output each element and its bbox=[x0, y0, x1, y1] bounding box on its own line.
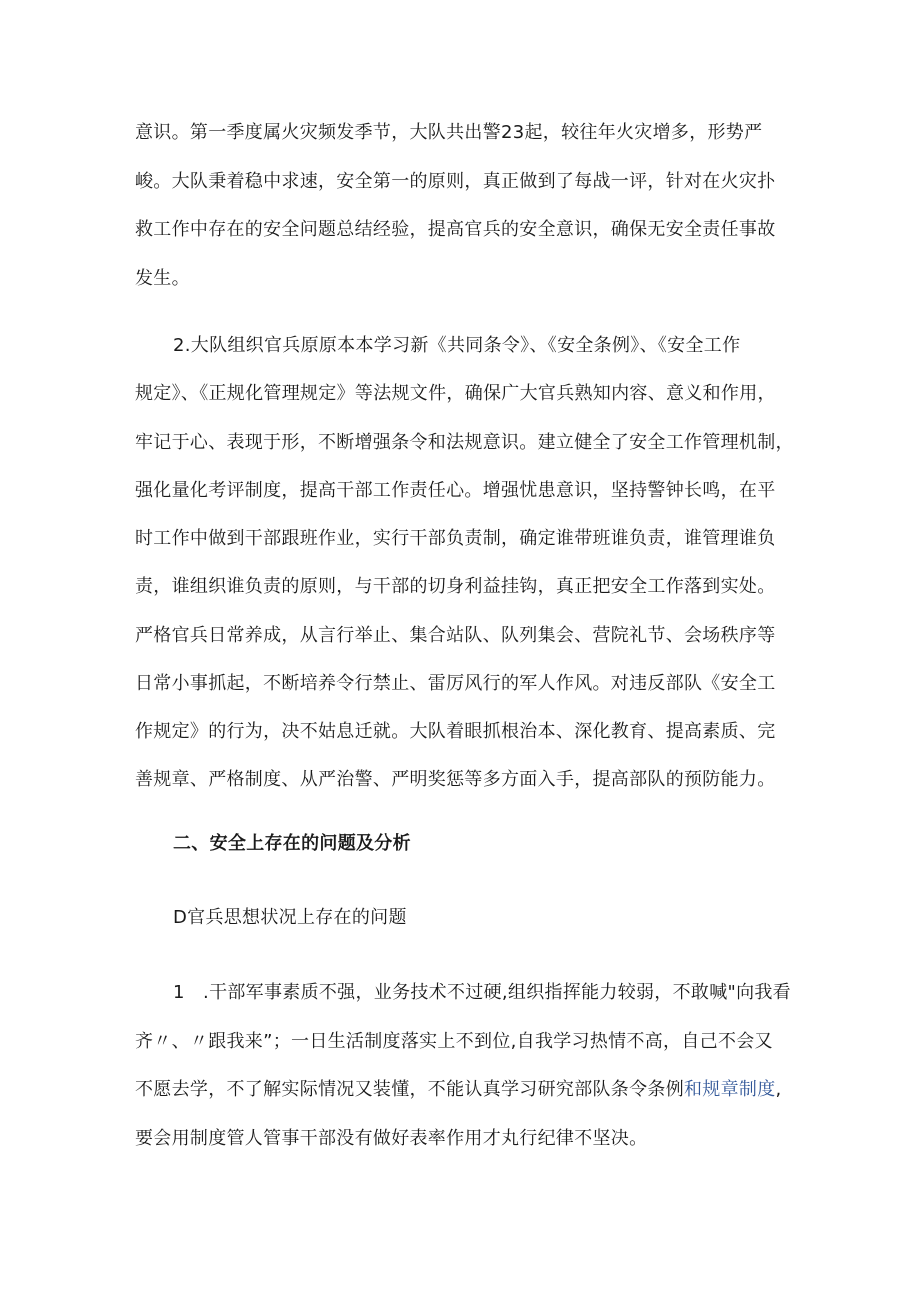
paragraph-2-line-1: 2.大队组织官兵原原本本学习新《共同条令》、《安全条例》、《安全工作 bbox=[173, 335, 741, 356]
paragraph-1-line-1: 意识。第一季度属火灾频发季节，大队共出警23起，较往年火灾增多，形势严 bbox=[135, 122, 763, 143]
paragraph-2-line-5: 时工作中做到干部跟班作业，实行干部负责制，确定谁带班谁负责，谁管理谁负 bbox=[135, 528, 776, 549]
paragraph-2-line-2: 规定》、《正规化管理规定》等法规文件，确保广大官兵熟知内容、意义和作用， bbox=[135, 383, 776, 404]
paragraph-3-line-3 bbox=[135, 1078, 782, 1102]
paragraph-2-line-3: 牢记于心、表现于形，不断增强条令和法规意识。建立健全了安全工作管理机制， bbox=[135, 432, 794, 453]
regulations-link[interactable]: 和规章制度 bbox=[684, 1079, 776, 1100]
paragraph-3-line-1: 1 .干部军事素质不强，业务技术不过硬,组织指挥能力较弱，不敢喊"向我看 bbox=[173, 982, 791, 1003]
paragraph-2-line-8: 日常小事抓起，不断培养令行禁止、雷厉风行的军人作风。对违反部队《安全工 bbox=[135, 673, 776, 694]
section-subheading: D官兵思想状况上存在的问题 bbox=[173, 907, 407, 928]
paragraph-2-line-6: 责，谁组织谁负责的原则，与干部的切身利益挂钩，真正把安全工作落到实处。 bbox=[135, 576, 776, 597]
paragraph-3-line-4: 要会用制度管人管事干部没有做好表率作用才丸行纪律不坚决。 bbox=[135, 1128, 648, 1149]
paragraph-3-line-2: 齐〃、〃跟我来”；一日生活制度落实上不到位,自我学习热情不高，自己不会又 bbox=[135, 1031, 773, 1052]
paragraph-2-line-10: 善规章、严格制度、从严治警、严明奖惩等多方面入手，提高部队的预防能力。 bbox=[135, 769, 776, 790]
paragraph-3-line-3-text: 不愿去学，不了解实际情况又装懂，不能认真学习研究部队条令条例 bbox=[135, 1079, 684, 1100]
paragraph-3-line-3-end: , bbox=[775, 1079, 782, 1100]
section-heading: 二、安全上存在的问题及分析 bbox=[173, 833, 411, 854]
paragraph-1-line-4: 发生。 bbox=[135, 268, 190, 289]
paragraph-2-line-7: 严格官兵日常养成，从言行举止、集合站队、队列集会、营院礼节、会场秩序等 bbox=[135, 625, 776, 646]
paragraph-1-line-2: 峻。大队秉着稳中求速，安全第一的原则，真正做到了每战一评，针对在火灾扑 bbox=[135, 171, 776, 192]
paragraph-1-line-3: 救工作中存在的安全问题总结经验，提高官兵的安全意识，确保无安全责任事故 bbox=[135, 219, 776, 240]
paragraph-2-line-9: 作规定》的行为，决不姑息迁就。大队着眼抓根治本、深化教育、提高素质、完 bbox=[135, 721, 776, 742]
paragraph-2-line-4: 强化量化考评制度，提高干部工作责任心。增强忧患意识，坚持警钟长鸣，在平 bbox=[135, 480, 776, 501]
